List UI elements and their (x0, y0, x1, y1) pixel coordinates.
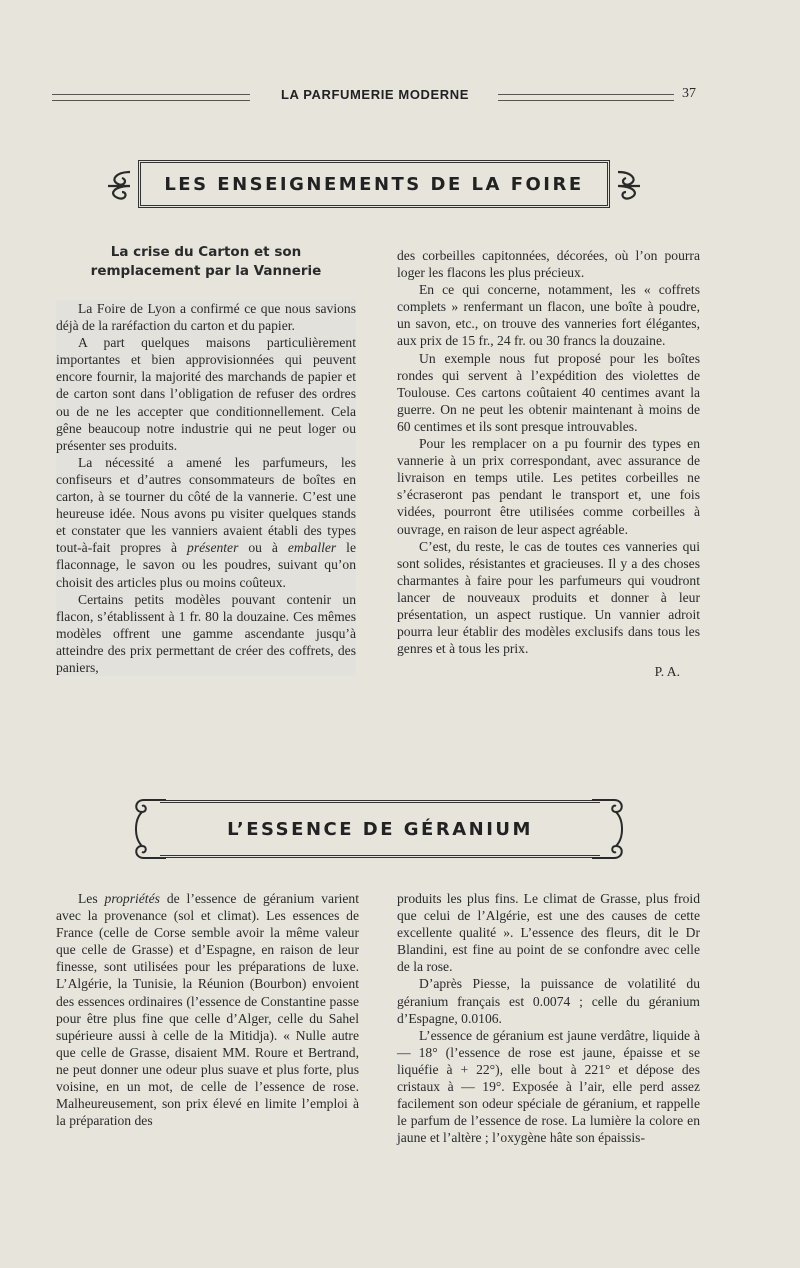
paragraph: A part quelques maisons particulièrement importantes et bien approvisionnées qui peuvent encore fournir, la majorité des marchands de papier et de carton sont dans l’obligation de refuser des ordres ou de ne les accepter que conditionnellement. Cela gêne beaucoup notre industrie qui ne peut loger ou présenter ses produits. (56, 335, 356, 453)
paragraph: produits les plus fins. Le climat de Grasse, plus froid que celui de l’Algérie, est une des causes de cette excellente qualité ». L’essence des fleurs, dit le Dr Blandini, est fine au point de se confondre avec celle de la rose. (397, 891, 700, 975)
paragraph: C’est, du reste, le cas de toutes ces vanneries qui sont solides, résistantes et gracieuses. Il y a des choses charmantes à faire pour les parfumeurs qui voudront lancer de nouveaux produits et donner à leur présentation, un aspect rustique. Un vannier adroit pourra leur établir des modèles exclusifs dans tous les genres et à tous les prix. (397, 538, 700, 657)
header-rule-left (52, 94, 250, 101)
scroll-right-icon (590, 796, 626, 862)
journal-title: LA PARFUMERIE MODERNE (280, 87, 470, 102)
subheading-line-1: La crise du Carton et son (110, 244, 302, 260)
paragraph: La Foire de Lyon a confirmé ce que nous savions déjà de la raréfaction du carton et du papier. (56, 301, 356, 334)
running-header (52, 86, 700, 108)
section2-title: L’ESSENCE DE GÉRANIUM (227, 819, 533, 840)
section1-column-right (397, 247, 700, 680)
ornament-left-icon (104, 168, 134, 204)
section1-subheading (56, 243, 356, 281)
section2-column-right (397, 890, 700, 1146)
page-number: 37 (682, 86, 696, 101)
paragraph: des corbeilles capitonnées, décorées, où l’on pourra loger les flacons les plus précieux. (397, 248, 700, 281)
paragraph: D’après Piesse, la puissance de volatilité du géranium français est 0.0074 ; celle du géranium d’Espagne, 0.0106. (397, 976, 700, 1026)
header-rule-right (498, 94, 674, 101)
paragraph: Certains petits modèles pouvant contenir un flacon, s’établissent à 1 fr. 80 la douzaine. Ces mêmes modèles offrent une gamme ascendante jusqu’à atteindre des prix permettant de créer des coffrets, des paniers, (56, 591, 356, 675)
paragraph: Les propriétés de l’essence de géranium varient avec la provenance (sol et climat). Les essences de France (celle de Corse semble avoir la même valeur que celle de Grasse) et d’Espagne, en raison de leur finesse, sont utilisées pour les préparations de luxe. L’Algérie, la Tunisie, la Réunion (Bourbon) envoient des essences ordinaires (l’essence de Constantine passe pour être plus fine que celle d’Alger, celle du Sahel supérieure aussi à celle de la Mitidja). « Nulle autre que celle de Grasse, disaient MM. Roure et Bertrand, ne peut donner une odeur plus suave et plus forte, plus voisine, en un mot, de celle de l’essence de rose. Malheureusement, son prix élevé en limite l’emploi à la préparation des (56, 891, 359, 1129)
section1-title-box (138, 160, 610, 208)
paragraph: Un exemple nous fut proposé pour les boîtes rondes qui servent à l’expédition des violettes de Toulouse. Ces cartons coûtaient 40 centimes avant la guerre. On ne peut les obtenir maintenant à moins de 60 centimes et ils sont presque introuvables. (397, 350, 700, 434)
section1-title: LES ENSEIGNEMENTS DE LA FOIRE (164, 174, 584, 195)
paragraph: L’essence de géranium est jaune verdâtre, liquide à — 18° (l’essence de rose est jaune, épaisse et se liquéfie à + 22°), elle bout à 221° et dépose des cristaux à — 19°. Exposée à l’air, elle perd assez facilement son odeur spéciale de géranium, et rappelle le parfum de l’essence de rose. La lumière la colore en jaune et l’altère ; l’oxygène hâte son épaissis- (397, 1027, 700, 1146)
paragraph: En ce qui concerne, notamment, les « coffrets complets » renfermant un flacon, une boîte à poudre, un savon, etc., on trouve des vanneries fort élégantes, aux prix de 15 fr., 24 fr. ou 30 francs la douzaine. (397, 282, 700, 349)
subheading-line-2: remplacement par la Vannerie (90, 263, 322, 279)
paragraph: Pour les remplacer on a pu fournir des types en vannerie à un prix correspondant, avec assurance de livraison en temps utile. Les petites corbeilles ne s’écraseront pas pendant le transport et, une fois vidées, pourront être utilisées comme corbeilles à ouvrage, en raison de leur aspect agréable. (397, 436, 700, 537)
paragraph: La nécessité a amené les parfumeurs, les confiseurs et d’autres consommateurs de boîtes en carton, à se tourner du côté de la vannerie. C’est une heureuse idée. Nous avons pu visiter quelques stands et constater que les vanniers avaient établi des types tout-à-fait propres à présenter ou à emballer le flaconnage, le savon ou les poudres, suivant qu’on choisit des articles plus ou moins coûteux. (56, 454, 356, 590)
signature: P. A. (654, 664, 680, 680)
section2-title-box (160, 800, 600, 858)
section1-column-left (56, 300, 356, 676)
section2-column-left (56, 890, 359, 1129)
ornament-right-icon (614, 168, 644, 204)
